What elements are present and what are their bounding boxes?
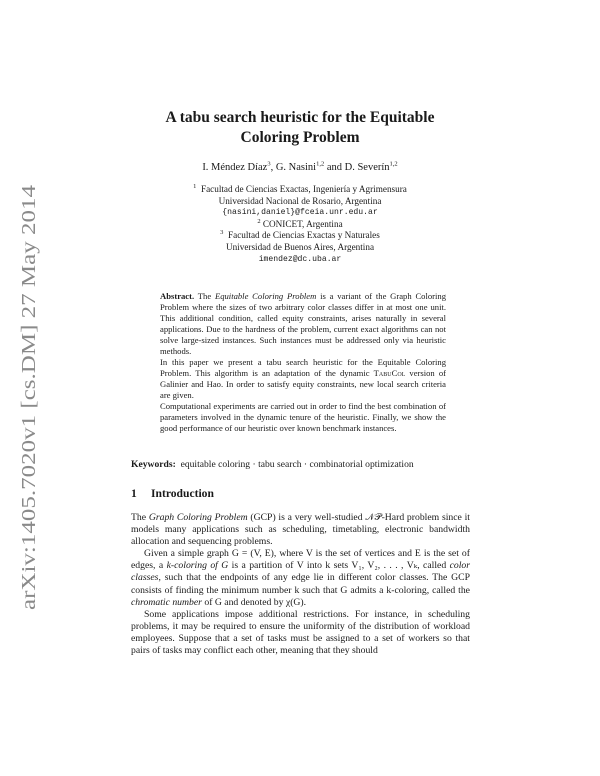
- keywords-text: equitable coloring · tabu search · combinatorial optimization: [180, 459, 414, 470]
- abstract-paragraph-1: Abstract. The Equitable Coloring Problem is a variant of the Graph Coloring Problem where the sizes of two arbitrary color classes differ in at most one unit. This additional condition, called equity constraints, arises naturally in several applications. Due to the hardness of the problem, current exact algorithms can not solve large-sized instances. Such instances must be addressed only via heuristic methods.: [160, 291, 447, 356]
- abstract: [160, 291, 446, 434]
- keywords: [131, 459, 471, 470]
- abstract-paragraph-2: In this paper we present a tabu search heuristic for the Equitable Coloring Problem. This algorithm is an adaptation of the dynamic TabuCol version of Galinier and Hao. In order to satisfy equity constraints, new local search criteria are given.: [160, 357, 447, 400]
- author-name: I. Méndez Díaz: [202, 162, 268, 173]
- affiliation-1-email[interactable]: {nasini,daniel}@fceia.unr.edu.ar: [222, 208, 378, 218]
- affiliation-3-line-2: Universidad de Buenos Aires, Argentina: [225, 241, 375, 252]
- tabucol-name: TabuCol: [373, 368, 406, 378]
- body-paragraph-3: Some applications impose additional restrictions. For instance, in scheduling problems, it may be required to ensure the uniformity of the distribution of workload employees. Suppose that a set of tasks must be assigned to a set of workers so that pairs of tasks may conflict each other, meaning that they should: [131, 608, 470, 657]
- author-name: D. Severín: [344, 162, 390, 173]
- affiliation-3-line-1: $^3$ Facultad de Ciencias Exactas y Naturales: [220, 229, 380, 241]
- abstract-label: Abstract.: [160, 291, 195, 301]
- author-affiliation-mark: 1,2: [389, 160, 398, 168]
- body-paragraph-2: Given a simple graph G = (V, E), where V is the set of vertices and E is the set of edges, a k-coloring of G is a partition of V into k sets V₁, V₂, . . . , Vₖ, called color classes, such that the endpoints of any edge lie in different color classes. The GCP consists of finding the minimum number k such that G admits a k-coloring, called the chromatic number of G and denoted by χ(G).: [131, 548, 471, 608]
- title-line-1: A tabu search heuristic for the Equitable: [165, 109, 435, 126]
- affiliation-3-email[interactable]: imendez@dc.uba.ar: [258, 254, 342, 264]
- affiliation-mark: 2: [257, 217, 261, 225]
- affiliation-mark: 1: [193, 182, 197, 190]
- section-heading: [131, 487, 214, 500]
- arxiv-stamp-svg: [4, 180, 44, 620]
- section-title: Introduction: [151, 487, 214, 500]
- author-list: [130, 162, 470, 173]
- author-affiliation-mark: 1,2: [316, 160, 325, 168]
- abstract-paragraph-3: Computational experiments are carried out in order to find the best combination of parameters involved in the dynamic tenure of the heuristic. Finally, we show the good performance of our heuristic over known benchmark instances.: [160, 401, 446, 433]
- body-text: [131, 512, 470, 657]
- affiliation-2-line-1: $^2$ CONICET, Argentina: [257, 217, 343, 229]
- author-affiliation-mark: 3: [267, 160, 271, 168]
- arxiv-identifier-stamp: [4, 180, 44, 620]
- affiliation-1-line-1: $^1$ Facultad de Ciencias Exactas, Ingeniería y Agrimensura: [193, 182, 407, 194]
- abstract-emphasis: Equitable Coloring Problem: [214, 291, 317, 301]
- keywords-label: Keywords:: [131, 459, 176, 470]
- title-line-2: Coloring Problem: [240, 129, 360, 146]
- arxiv-stamp-text: arXiv:1405.7020v1 [cs.DM] 27 May 2014: [18, 261, 40, 610]
- affiliation-mark: 3: [220, 229, 224, 237]
- paper-title: [130, 108, 470, 148]
- author-separator: ,: [270, 162, 276, 173]
- author-name: G. Nasini: [275, 162, 317, 173]
- affiliation-1-line-2: Universidad Nacional de Rosario, Argentina: [218, 195, 382, 206]
- author-separator: and: [324, 162, 345, 173]
- section-number: 1: [131, 487, 137, 500]
- affiliations: [130, 184, 470, 265]
- body-paragraph-1: The Graph Coloring Problem (GCP) is a very well-studied 𝒩𝒫-Hard problem since it models many applications such as scheduling, timetabling, electronic bandwidth allocation and sequencing problems.: [131, 512, 470, 548]
